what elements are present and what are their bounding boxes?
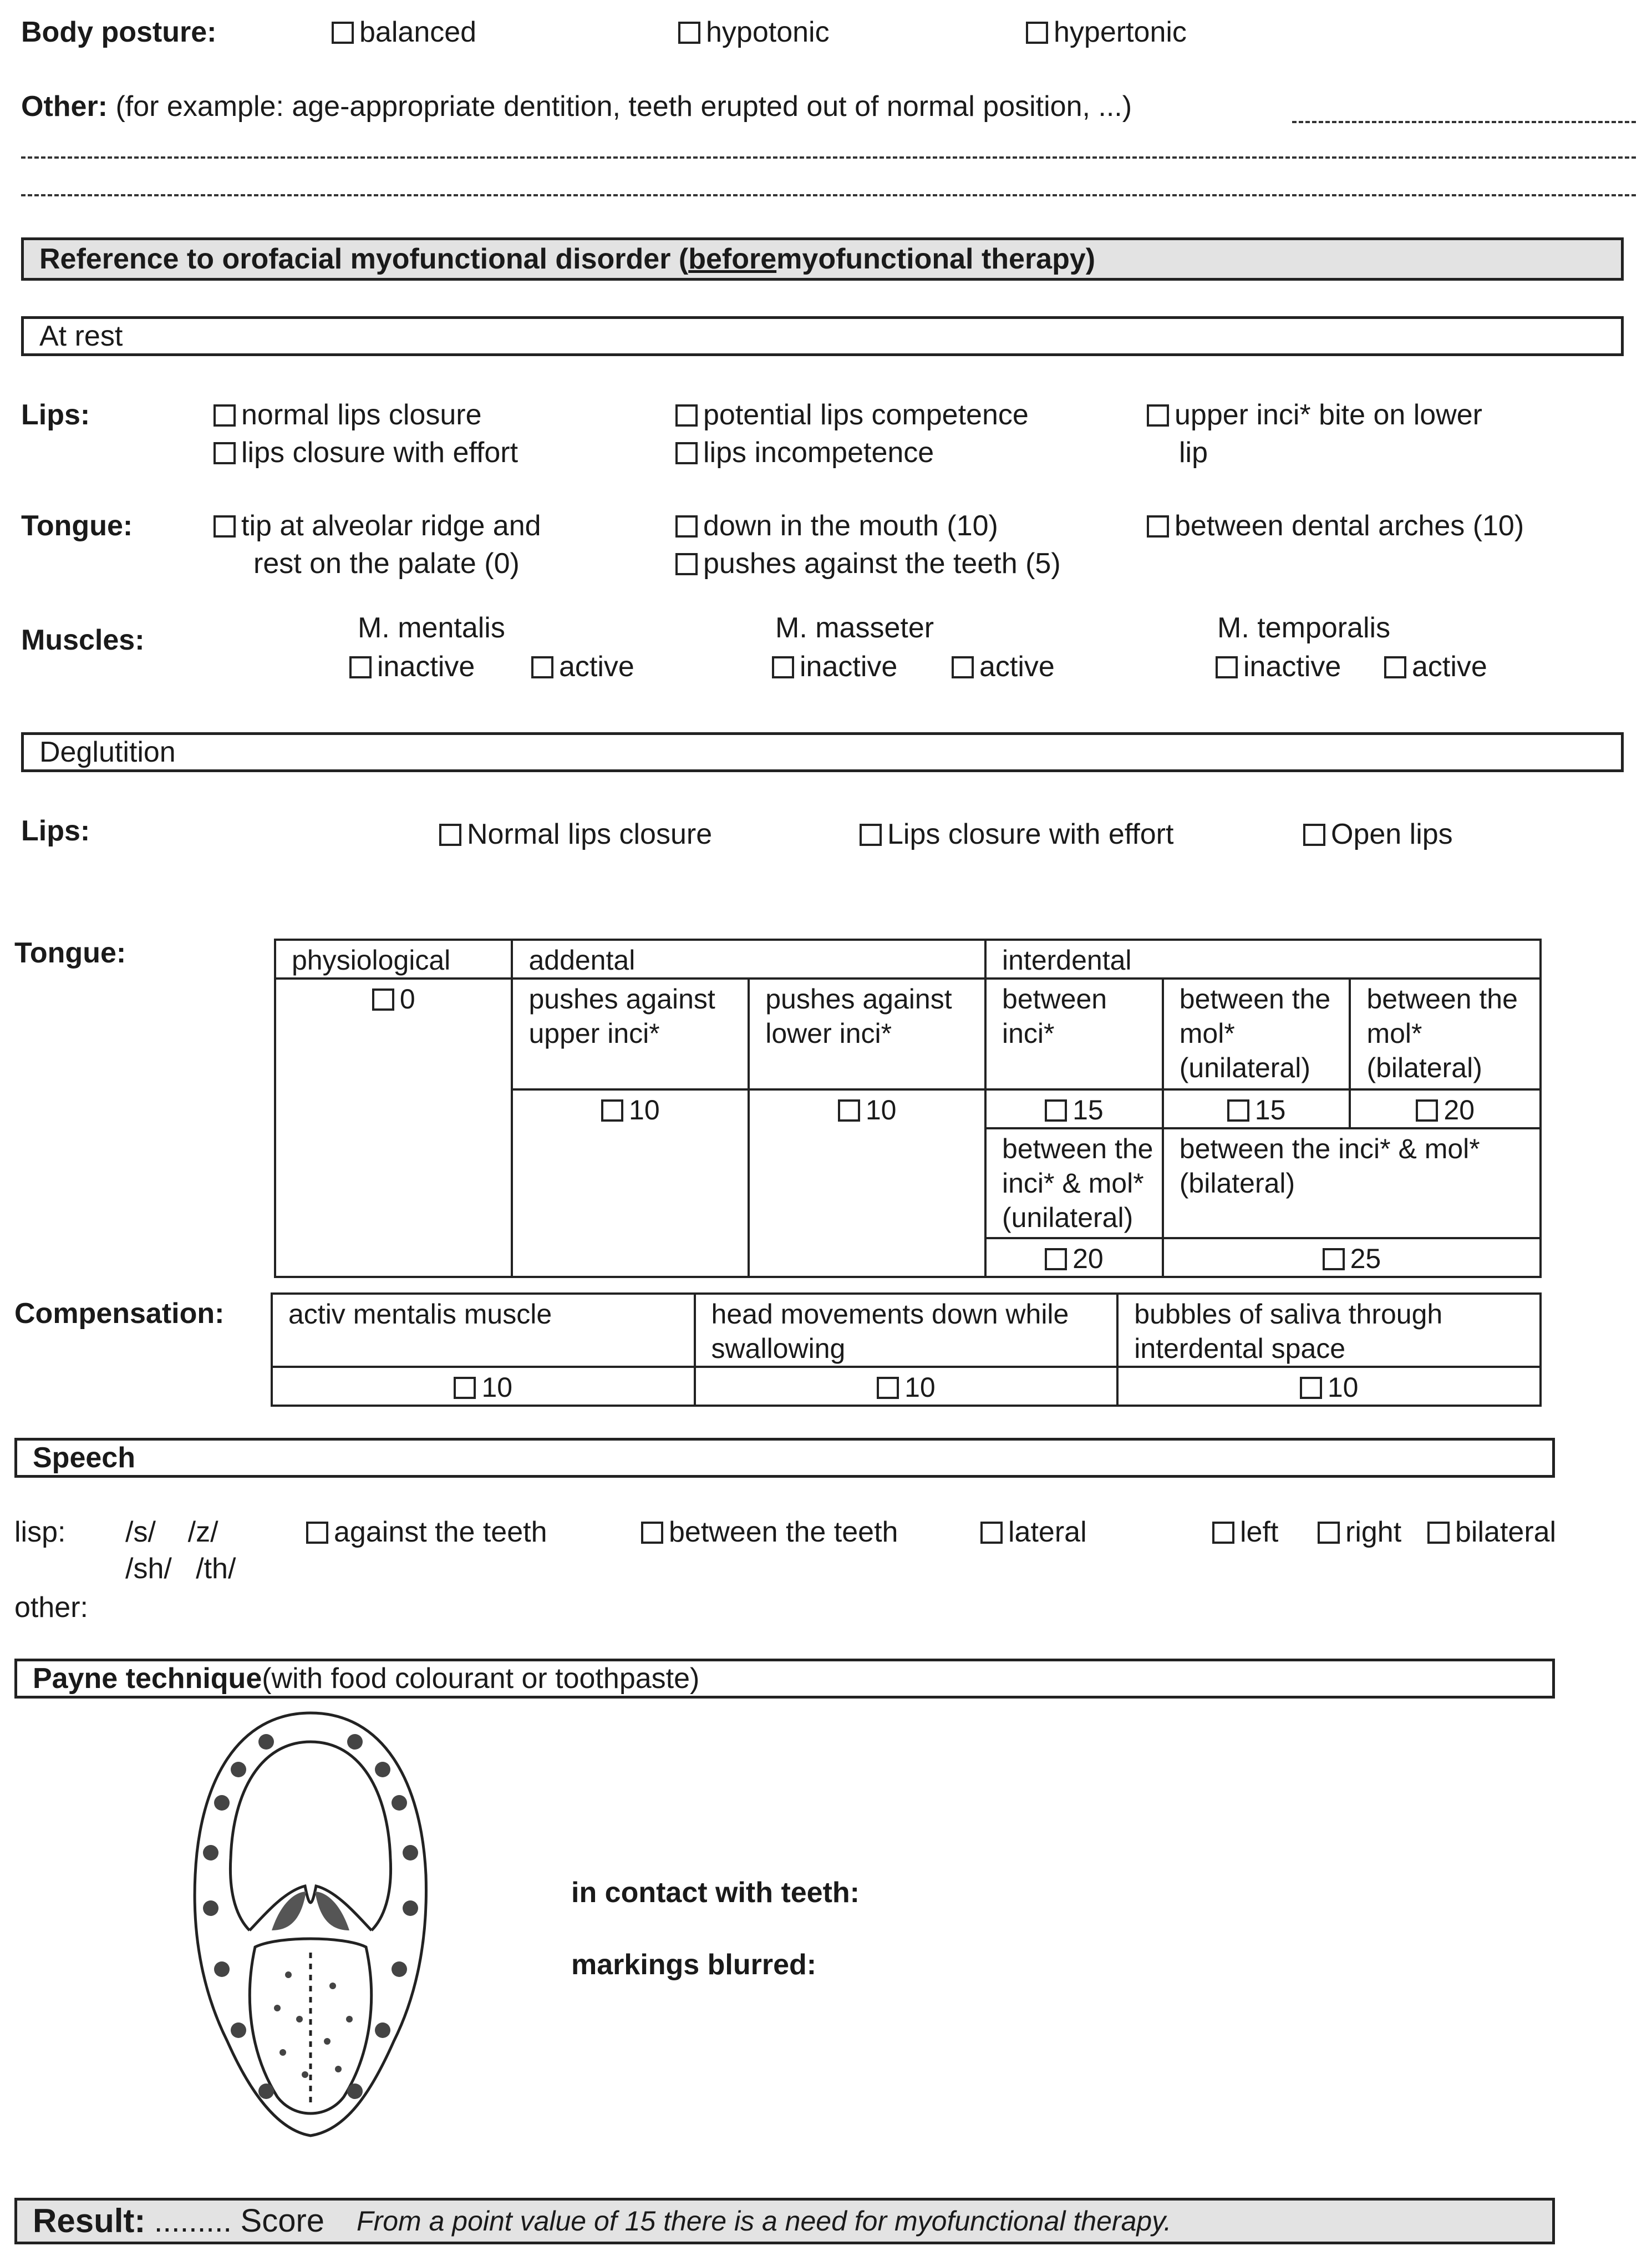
tongue-palate-illustration xyxy=(189,1709,433,2141)
other-answer-line-3[interactable] xyxy=(21,194,1636,196)
lips-upper-inci-bite[interactable]: upper inci* bite on lower xyxy=(1147,397,1482,433)
result-score-label: Score xyxy=(240,2203,325,2239)
result-note: From a point value of 15 there is a need for myofunctional therapy. xyxy=(357,2206,1172,2237)
other-answer-line-2[interactable] xyxy=(21,156,1636,159)
lisp-phonemes-row2: /sh/ /th/ xyxy=(125,1553,236,1585)
at-rest-header: At rest xyxy=(21,316,1624,356)
checkbox[interactable] xyxy=(1427,1522,1450,1544)
checkbox[interactable] xyxy=(675,442,698,464)
col-interdental: interdental xyxy=(985,940,1541,979)
lisp-label: lisp: xyxy=(14,1516,66,1548)
push-upper-cell: pushes against upper inci* xyxy=(512,979,749,1089)
checkbox[interactable] xyxy=(675,553,698,575)
between-inci-mol-uni-cell: between the inci* & mol* (unilateral) xyxy=(985,1128,1163,1238)
checkbox[interactable] xyxy=(860,824,882,846)
mentalis-inactive[interactable]: inactive xyxy=(349,649,475,685)
checkbox[interactable] xyxy=(1318,1522,1340,1544)
checkbox[interactable] xyxy=(214,515,236,538)
muscle-masseter-label: M. masseter xyxy=(775,612,934,644)
lisp-phonemes-row1: /s/ /z/ xyxy=(125,1516,218,1548)
at-rest-tongue-label: Tongue: xyxy=(21,510,133,542)
checkbox[interactable] xyxy=(454,1377,476,1399)
result-dots[interactable]: ......... xyxy=(145,2203,241,2238)
payne-header: Payne technique (with food colourant or toothpaste) xyxy=(14,1659,1555,1699)
checkbox[interactable] xyxy=(306,1522,328,1544)
speech-header: Speech xyxy=(14,1438,1555,1478)
tongue-pushes-teeth[interactable]: pushes against the teeth (5) xyxy=(675,546,1061,581)
deglutition-tongue-label: Tongue: xyxy=(14,937,126,969)
checkbox[interactable] xyxy=(1416,1099,1438,1122)
checkbox[interactable] xyxy=(1384,656,1406,678)
checkbox[interactable] xyxy=(641,1522,663,1544)
physiological-cell[interactable]: 0 xyxy=(275,979,512,1277)
compensation-mentalis: activ mentalis muscle xyxy=(272,1294,695,1367)
lips-normal-closure[interactable]: normal lips closure xyxy=(214,397,482,433)
muscle-mentalis-label: M. mentalis xyxy=(358,612,505,644)
checkbox[interactable] xyxy=(1045,1248,1067,1270)
muscles-label: Muscles: xyxy=(21,624,145,656)
push-lower-cell: pushes against lower inci* xyxy=(749,979,985,1089)
push-upper-score[interactable]: 10 xyxy=(512,1089,749,1277)
speech-other-label: other: xyxy=(14,1591,88,1624)
deglutition-lips-effort[interactable]: Lips closure with effort xyxy=(860,817,1173,852)
masseter-inactive[interactable]: inactive xyxy=(772,649,897,685)
other-label: Other: xyxy=(21,90,108,123)
checkbox[interactable] xyxy=(372,988,394,1011)
checkbox[interactable] xyxy=(952,656,974,678)
tongue-tip-alveolar[interactable]: tip at alveolar ridge and xyxy=(214,508,541,544)
checkbox[interactable] xyxy=(1303,824,1325,846)
body-posture-option-balanced[interactable]: balanced xyxy=(332,14,476,50)
checkbox[interactable] xyxy=(214,404,236,427)
checkbox[interactable] xyxy=(439,824,461,846)
checkbox[interactable] xyxy=(838,1099,860,1122)
lips-incompetence[interactable]: lips incompetence xyxy=(675,435,934,470)
push-lower-score[interactable]: 10 xyxy=(749,1089,985,1277)
checkbox[interactable] xyxy=(772,656,794,678)
lisp-against-teeth[interactable]: against the teeth xyxy=(306,1514,547,1550)
checkbox[interactable] xyxy=(678,22,700,44)
compensation-saliva-bubbles: bubbles of saliva through interdental space xyxy=(1117,1294,1541,1367)
lisp-between-teeth[interactable]: between the teeth xyxy=(641,1514,898,1550)
other-line xyxy=(21,89,1132,124)
checkbox[interactable] xyxy=(1300,1377,1322,1399)
temporalis-active[interactable]: active xyxy=(1384,649,1487,685)
lips-potential-competence[interactable]: potential lips competence xyxy=(675,397,1029,433)
deglutition-header: Deglutition xyxy=(21,732,1624,772)
between-inci-mol-uni-score[interactable]: 20 xyxy=(985,1238,1163,1277)
between-mol-bi-cell: between the mol* (bilateral) xyxy=(1350,979,1541,1089)
checkbox[interactable] xyxy=(675,515,698,538)
checkbox[interactable] xyxy=(214,442,236,464)
muscle-temporalis-label: M. temporalis xyxy=(1217,612,1391,644)
checkbox[interactable] xyxy=(877,1377,899,1399)
lips-closure-effort[interactable]: lips closure with effort xyxy=(214,435,518,470)
checkbox[interactable] xyxy=(1323,1248,1345,1270)
lisp-left[interactable]: left xyxy=(1212,1514,1278,1550)
checkbox[interactable] xyxy=(349,656,372,678)
col-physiological: physiological xyxy=(275,940,512,979)
lisp-lateral[interactable]: lateral xyxy=(980,1514,1087,1550)
col-addental: addental xyxy=(512,940,985,979)
lisp-bilateral[interactable]: bilateral xyxy=(1427,1514,1556,1550)
between-mol-uni-cell: between the mol* (unilateral) xyxy=(1163,979,1350,1089)
between-inci-cell: between inci* xyxy=(985,979,1163,1089)
checkbox[interactable] xyxy=(1147,404,1169,427)
tongue-tip-alveolar-cont: rest on the palate (0) xyxy=(253,547,520,580)
other-answer-line[interactable] xyxy=(1292,121,1636,123)
tongue-deglutition-table xyxy=(274,939,1542,1278)
body-posture-option-hypertonic[interactable]: hypertonic xyxy=(1026,14,1187,50)
deglutition-lips-label: Lips: xyxy=(21,815,90,847)
masseter-active[interactable]: active xyxy=(952,649,1055,685)
between-mol-uni-score[interactable]: 15 xyxy=(1163,1089,1350,1128)
reference-section-header: Reference to orofacial myofunctional disorder ( before myofunctional therapy) xyxy=(21,237,1624,281)
checkbox[interactable] xyxy=(1227,1099,1249,1122)
checkbox[interactable] xyxy=(332,22,354,44)
at-rest-lips-label: Lips: xyxy=(21,399,90,431)
checkbox[interactable] xyxy=(1212,1522,1234,1544)
tongue-down-mouth[interactable]: down in the mouth (10) xyxy=(675,508,998,544)
compensation-head-score[interactable]: 10 xyxy=(695,1367,1118,1406)
lips-upper-inci-bite-cont: lip xyxy=(1179,437,1208,469)
checkbox[interactable] xyxy=(1026,22,1048,44)
compensation-table xyxy=(271,1292,1542,1407)
temporalis-inactive[interactable]: inactive xyxy=(1216,649,1341,685)
payne-contact-label: in contact with teeth: xyxy=(571,1877,860,1909)
between-inci-mol-bi-cell: between the inci* & mol* (bilateral) xyxy=(1163,1128,1541,1238)
tongue-between-arches[interactable]: between dental arches (10) xyxy=(1147,508,1524,544)
result-label: Result: xyxy=(33,2202,146,2239)
between-inci-score[interactable]: 15 xyxy=(985,1089,1163,1128)
body-posture-option-hypotonic[interactable]: hypotonic xyxy=(678,14,830,50)
compensation-head-movements: head movements down while swallowing xyxy=(695,1294,1118,1367)
body-posture-label: Body posture: xyxy=(21,16,217,48)
between-inci-mol-bi-score[interactable]: 25 xyxy=(1163,1238,1541,1277)
mentalis-active[interactable]: active xyxy=(531,649,634,685)
result-bar xyxy=(14,2198,1555,2244)
lisp-right[interactable]: right xyxy=(1318,1514,1401,1550)
checkbox[interactable] xyxy=(1147,515,1169,538)
between-mol-bi-score[interactable]: 20 xyxy=(1350,1089,1541,1128)
checkbox[interactable] xyxy=(1216,656,1238,678)
checkbox[interactable] xyxy=(980,1522,1003,1544)
deglutition-lips-normal[interactable]: Normal lips closure xyxy=(439,817,712,852)
checkbox[interactable] xyxy=(531,656,553,678)
compensation-mentalis-score[interactable]: 10 xyxy=(272,1367,695,1406)
checkbox[interactable] xyxy=(601,1099,623,1122)
deglutition-lips-open[interactable]: Open lips xyxy=(1303,817,1453,852)
payne-blurred-label: markings blurred: xyxy=(571,1949,817,1981)
checkbox[interactable] xyxy=(675,404,698,427)
compensation-label: Compensation: xyxy=(14,1297,225,1330)
checkbox[interactable] xyxy=(1045,1099,1067,1122)
compensation-saliva-score[interactable]: 10 xyxy=(1117,1367,1541,1406)
other-hint: (for example: age-appropriate dentition, teeth erupted out of normal position, ...) xyxy=(115,90,1132,123)
